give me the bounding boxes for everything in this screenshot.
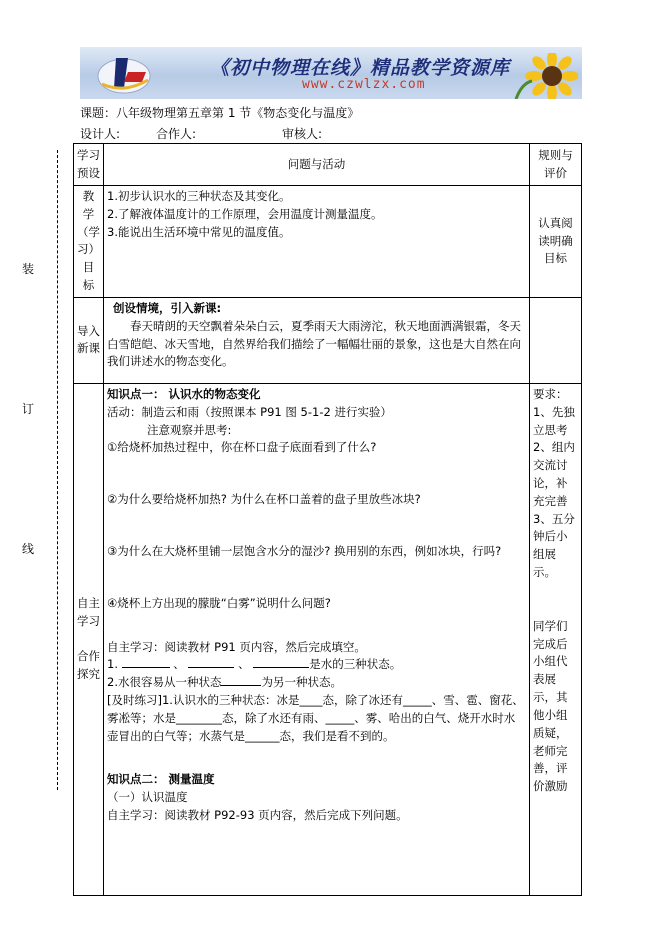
sunflower-icon <box>512 53 578 99</box>
goals-row <box>74 186 582 298</box>
header-col-rules: 规则与评价 <box>530 144 582 186</box>
knowledge-point-1-title: 知识点一： 认识水的物态变化 <box>107 386 261 401</box>
banner-url: www.czwlzx.com <box>302 77 426 92</box>
binding-line <box>57 150 58 790</box>
intro-heading: 创设情境，引入新课: <box>113 300 222 315</box>
rules-title: 要求： <box>533 386 568 401</box>
fill-blank-1-end: 是水的三种状态。 <box>309 657 402 672</box>
goals-rule: 认真阅读明确目标 <box>530 186 582 298</box>
collaborator-label: 合作人: <box>156 127 197 141</box>
answer-blank[interactable] <box>122 667 170 668</box>
rule-item: 1、先独立思考 <box>533 404 575 437</box>
explore-row <box>74 383 582 895</box>
header-col-preset: 学习预设 <box>74 144 104 186</box>
intro-label: 导入新课 <box>74 297 104 383</box>
goals-list <box>104 186 530 298</box>
rules-evaluation: 同学们完成后小组代表展示，其他小组质疑，老师完善，评价激励 <box>533 618 568 794</box>
explore-label-cooperate: 合作探究 <box>77 649 100 682</box>
answer-blank[interactable] <box>221 685 261 686</box>
explore-rules <box>530 383 582 895</box>
fill-blank-2-end: 为另一种状态。 <box>261 675 342 690</box>
self-study-instruction-2: 自主学习：阅读教材 P92-93 页内容，然后完成下列问题。 <box>107 808 408 823</box>
intro-content <box>104 297 530 383</box>
explore-label-self-study: 自主学习 <box>77 595 100 628</box>
fill-blank-2-start: 2.水很容易从一种状态 <box>107 675 222 690</box>
rule-item: 3、五分钟后小组展示。 <box>533 511 575 579</box>
question-4: ④烧杯上方出现的朦胧“白雾”说明什么问题? <box>107 595 331 610</box>
banner-title: 《初中物理在线》精品教学资源库 <box>210 57 511 79</box>
lesson-plan-table <box>73 143 582 896</box>
answer-blank[interactable] <box>253 667 309 668</box>
practice-exercise: [及时练习]1.认识水的三种状态：冰是____态，除了冰还有_____、雪、雹、窗花、雾凇等；水是________态，除了水还有雨、_____、雾、哈出的白气、烧开水时水壶冒出的白气等；水蒸气是______态，我们是看不到的。 <box>107 693 524 743</box>
header-banner <box>80 47 582 99</box>
binding-mark: 订 <box>22 402 35 416</box>
question-3: ③为什么在大烧杯里铺一层饱含水分的湿沙? 换用别的东西，例如冰块，行吗? <box>107 543 502 558</box>
goal-item: 3.能说出生活环境中常见的温度值。 <box>107 224 291 239</box>
separator: 、 <box>173 657 185 672</box>
designer-label: 设计人: <box>80 127 121 141</box>
knowledge-point-2-title: 知识点二： 测量温度 <box>107 772 215 787</box>
knowledge-point-2-subtitle: （一）认识温度 <box>107 790 188 805</box>
explore-content <box>104 383 530 895</box>
question-1: ①给烧杯加热过程中，你在杯口盘子底面看到了什么? <box>107 440 377 455</box>
explore-label <box>74 383 104 895</box>
separator: 、 <box>238 657 250 672</box>
intro-rule-cell <box>530 297 582 383</box>
activity-text: 活动：制造云和雨（按照课本 P91 图 5-1-2 进行实验） <box>107 404 392 419</box>
goals-label: 教 学（学习）目 标 <box>74 186 104 298</box>
observe-text: 注意观察并思考: <box>147 422 232 437</box>
intro-row <box>74 297 582 383</box>
lesson-title: 课题：八年级物理第五章第 1 节《物态变化与温度》 <box>80 106 360 120</box>
binding-mark: 线 <box>22 542 35 556</box>
question-2: ②为什么要给烧杯加热? 为什么在杯口盖着的盘子里放些冰块? <box>107 492 421 507</box>
goal-item: 1.初步认识水的三种状态及其变化。 <box>107 189 291 203</box>
intro-text: 春天晴朗的天空飘着朵朵白云，夏季雨天大雨滂沱，秋天地面洒满银霜，冬天白雪皑皑、冰天雪地，自然界给我们描绘了一幅幅壮丽的景象，这也是大自然在向我们讲述水的物态变化。 <box>107 318 521 369</box>
table-header-row <box>74 144 582 186</box>
reviewer-label: 审核人: <box>282 127 323 141</box>
fill-blank-2 <box>107 674 526 692</box>
goal-item: 2.了解液体温度计的工作原理，会用温度计测量温度。 <box>107 206 383 221</box>
site-logo-icon <box>94 50 154 96</box>
binding-mark: 装 <box>22 262 35 276</box>
self-study-instruction: 自主学习：阅读教材 P91 页内容，然后完成填空。 <box>107 639 366 654</box>
fill-blank-1: 1. 、 、 是水的三种状态。 <box>107 657 402 672</box>
header-col-activity: 问题与活动 <box>104 144 530 186</box>
rule-item: 2、组内交流讨论，补充完善 <box>533 440 575 508</box>
answer-blank[interactable] <box>188 667 234 668</box>
